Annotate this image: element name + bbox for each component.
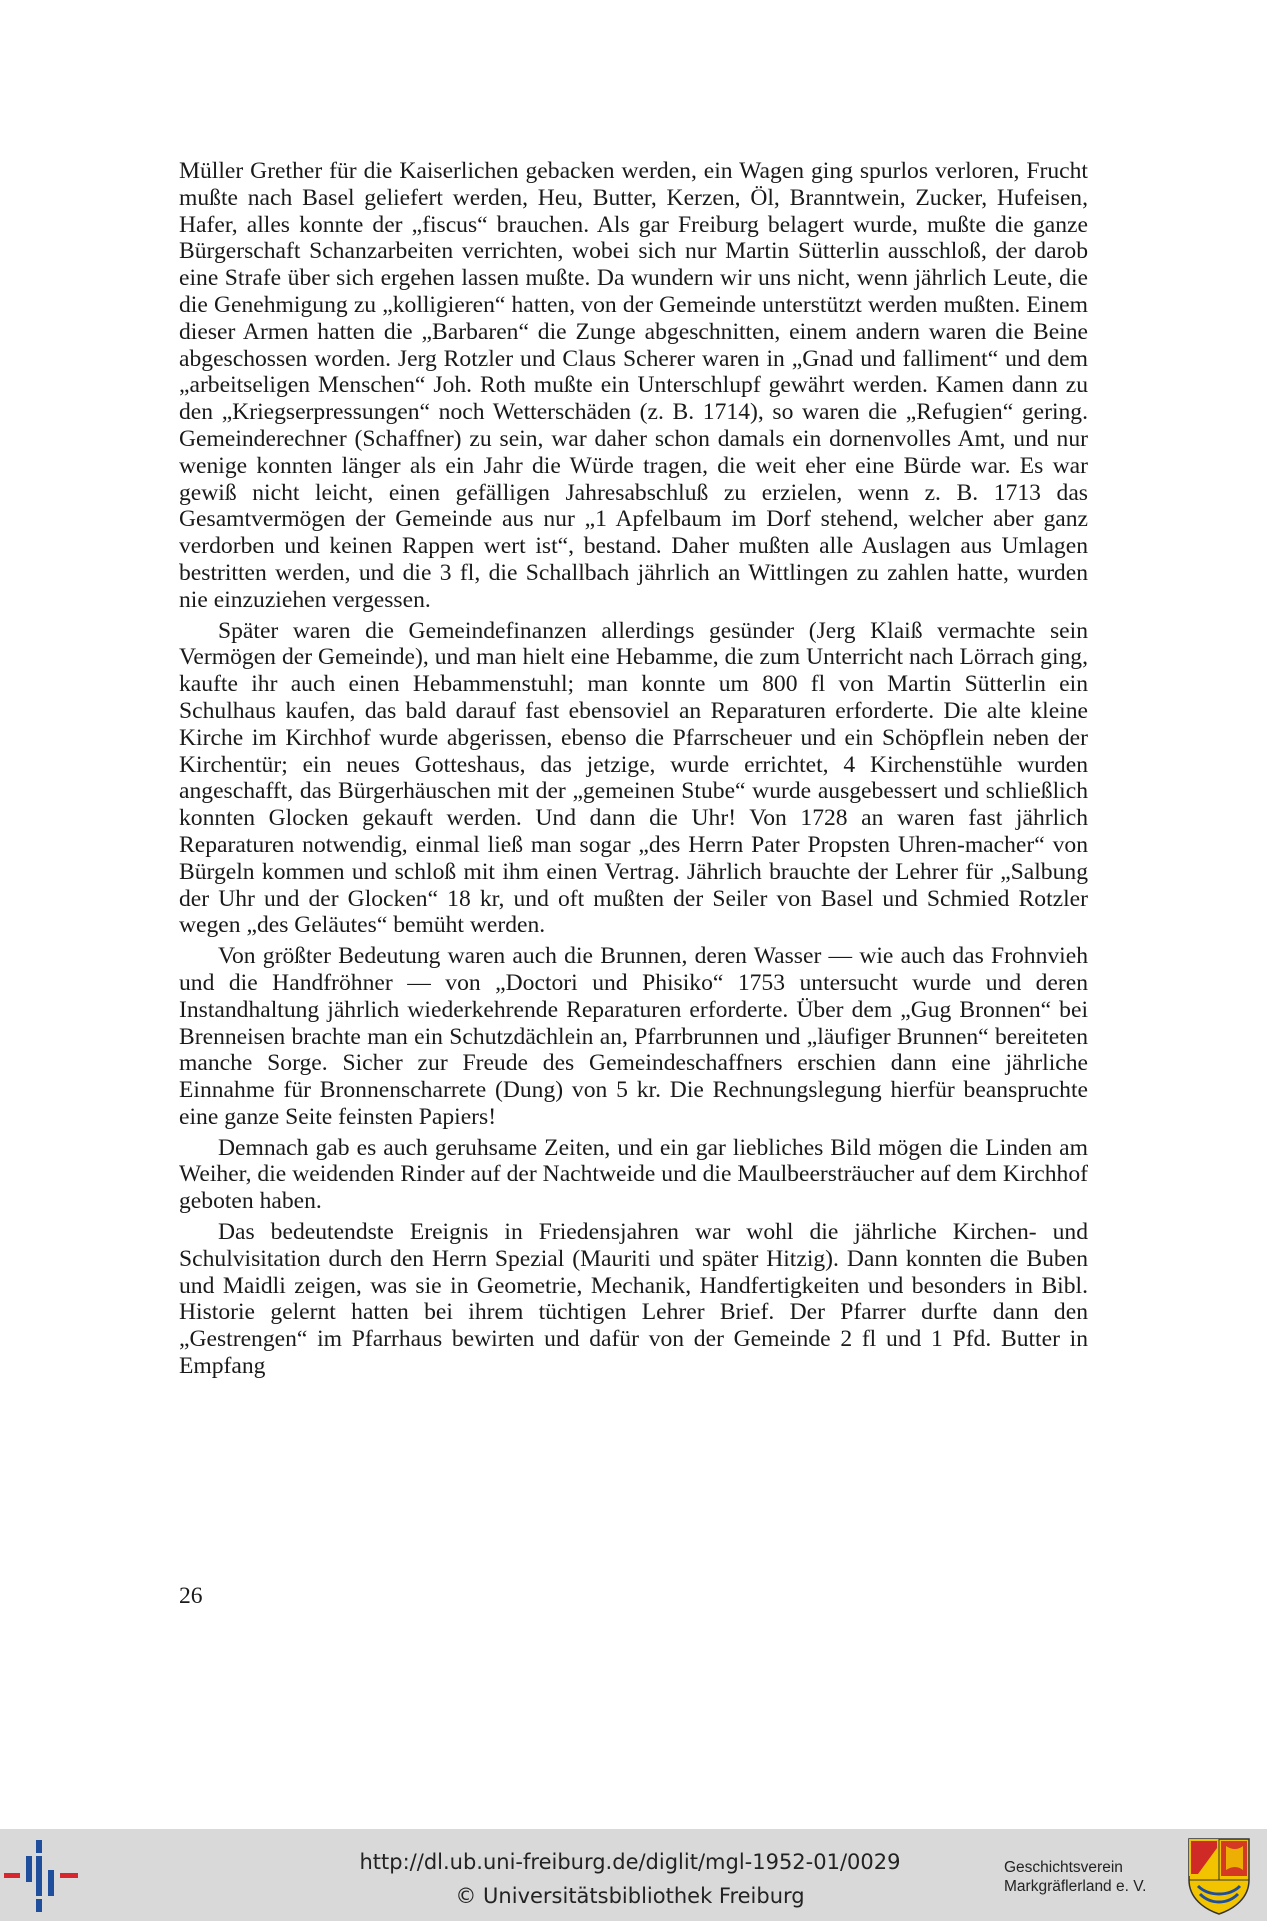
paragraph: Von größter Bedeutung waren auch die Brunnen, deren Wasser — wie auch das Frohnvieh und die Handfröhner — von „Doctori und Phisiko“ 1753 untersucht wurde und deren Instandhaltung jährlich wiederkehrende Reparaturen erforderte. Über dem „Gug Bronnen“ bei Brenneisen brachte man ein Schutzdächlein an, Pfarrbrunnen und „läufiger Brunnen“ bereiteten manche Sorge. Sicher zur Freude des Gemeindeschaffners erschien dann eine jährliche Einnahme für Bronnenscharrete (Dung) von 5 kr. Die Rechnungslegung hierfür beanspruchte eine ganze Seite feinsten Papiers! [179,943,1088,1130]
society-name-line: Markgräflerland e. V. [1004,1878,1147,1895]
society-name [1004,1858,1184,1896]
footer-bar [0,1829,1267,1921]
society-name-line: Geschichtsverein [1004,1859,1123,1876]
permalink-link[interactable]: http://dl.ub.uni-freiburg.de/diglit/mgl-1952-01/0029 [359,1850,901,1874]
paragraph: Demnach gab es auch geruhsame Zeiten, und ein gar liebliches Bild mögen die Linden am Weiher, die weidenden Rinder auf der Nachtweide und die Maulbeersträucher auf dem Kirchhof geboten haben. [179,1134,1088,1215]
page-number: 26 [179,1583,203,1609]
body-text [179,158,1088,1384]
paragraph: Später waren die Gemeindefinanzen allerdings gesünder (Jerg Klaiß vermachte sein Vermögen der Gemeinde), und man hielt eine Hebamme, die zum Unterricht nach Lörrach ging, kaufte ihr auch einen Hebammenstuhl; man konnte um 800 fl von Martin Sütterlin ein Schulhaus kaufen, das bald darauf fast ebensoviel an Reparaturen erforderte. Die alte kleine Kirche im Kirchhof wurde abgerissen, ebenso die Pfarrscheuer und ein Schöpflein neben der Kirchentür; ein neues Gotteshaus, das jetzige, wurde errichtet, 4 Kirchenstühle wurden angeschafft, das Bürgerhäuschen mit der „gemeinen Stube“ wurde ausgebessert und schließlich konnten Glocken gekauft werden. Und dann die Uhr! Von 1728 an waren fast jährlich Reparaturen notwendig, einmal ließ man sogar „des Herrn Pater Propsten Uhren-macher“ von Bürgeln kommen und schloß mit ihm einen Vertrag. Jährlich brauchte der Lehrer für „Salbung der Uhr und der Glocken“ 18 kr, und oft mußten der Seiler von Basel und Schmied Rotzler wegen „des Geläutes“ bemüht werden. [179,617,1088,939]
markgraeflerland-crest-icon [1186,1836,1252,1916]
copyright-text: © Universitätsbibliothek Freiburg [455,1884,805,1908]
paragraph: Müller Grether für die Kaiserlichen gebacken werden, ein Wagen ging spurlos verloren, Frucht mußte nach Basel geliefert werden, Heu, Butter, Kerzen, Öl, Branntwein, Zucker, Hufeisen, Hafer, alles konnte der „fiscus“ brauchen. Als gar Freiburg belagert wurde, mußte die ganze Bürgerschaft Schanzarbeiten verrichten, wobei sich nur Martin Sütterlin ausschloß, der darob eine Strafe über sich ergehen lassen mußte. Da wundern wir uns nicht, wenn jährlich Leute, die die Genehmigung zu „kolligieren“ hatten, von der Gemeinde unterstützt werden mußten. Einem dieser Armen hatten die „Barbaren“ die Zunge abgeschnitten, einem andern waren die Beine abgeschossen worden. Jerg Rotzler und Claus Scherer waren in „Gnad und falliment“ und dem „arbeitseligen Menschen“ Joh. Roth mußte ein Unterschlupf gewährt werden. Kamen dann zu den „Kriegserpressungen“ noch Wetterschäden (z. B. 1714), so waren die „Refugien“ gering. Gemeinderechner (Schaffner) zu sein, war daher schon damals ein dornenvolles Amt, und nur wenige konnten länger als ein Jahr die Würde tragen, die weit eher eine Bürde war. Es war gewiß nicht leicht, einen gefälligen Jahresabschluß zu erzielen, wenn z. B. 1713 das Gesamtvermögen der Gemeinde aus nur „1 Apfelbaum im Dorf stehend, welcher aber ganz verdorben und keinen Rappen wert ist“, bestand. Daher mußten alle Auslagen aus Umlagen bestritten werden, und die 3 fl, die Schallbach jährlich an Wittlingen zu zahlen hatte, wurden nie einzuziehen vergessen. [179,158,1088,613]
paragraph: Das bedeutendste Ereignis in Friedensjahren war wohl die jährliche Kirchen- und Schulvisitation durch den Herrn Spezial (Mauriti und später Hitzig). Dann konnten die Buben und Maidli zeigen, was sie in Geometrie, Mechanik, Handfertigkeiten und besonders in Bibl. Historie gelernt hatten bei ihrem tüchtigen Lehrer Brief. Der Pfarrer durfte dann den „Gestrengen“ im Pfarrhaus bewirten und dafür von der Gemeinde 2 fl und 1 Pfd. Butter in Empfang [179,1219,1088,1380]
ub-freiburg-logo-icon [0,1829,90,1921]
